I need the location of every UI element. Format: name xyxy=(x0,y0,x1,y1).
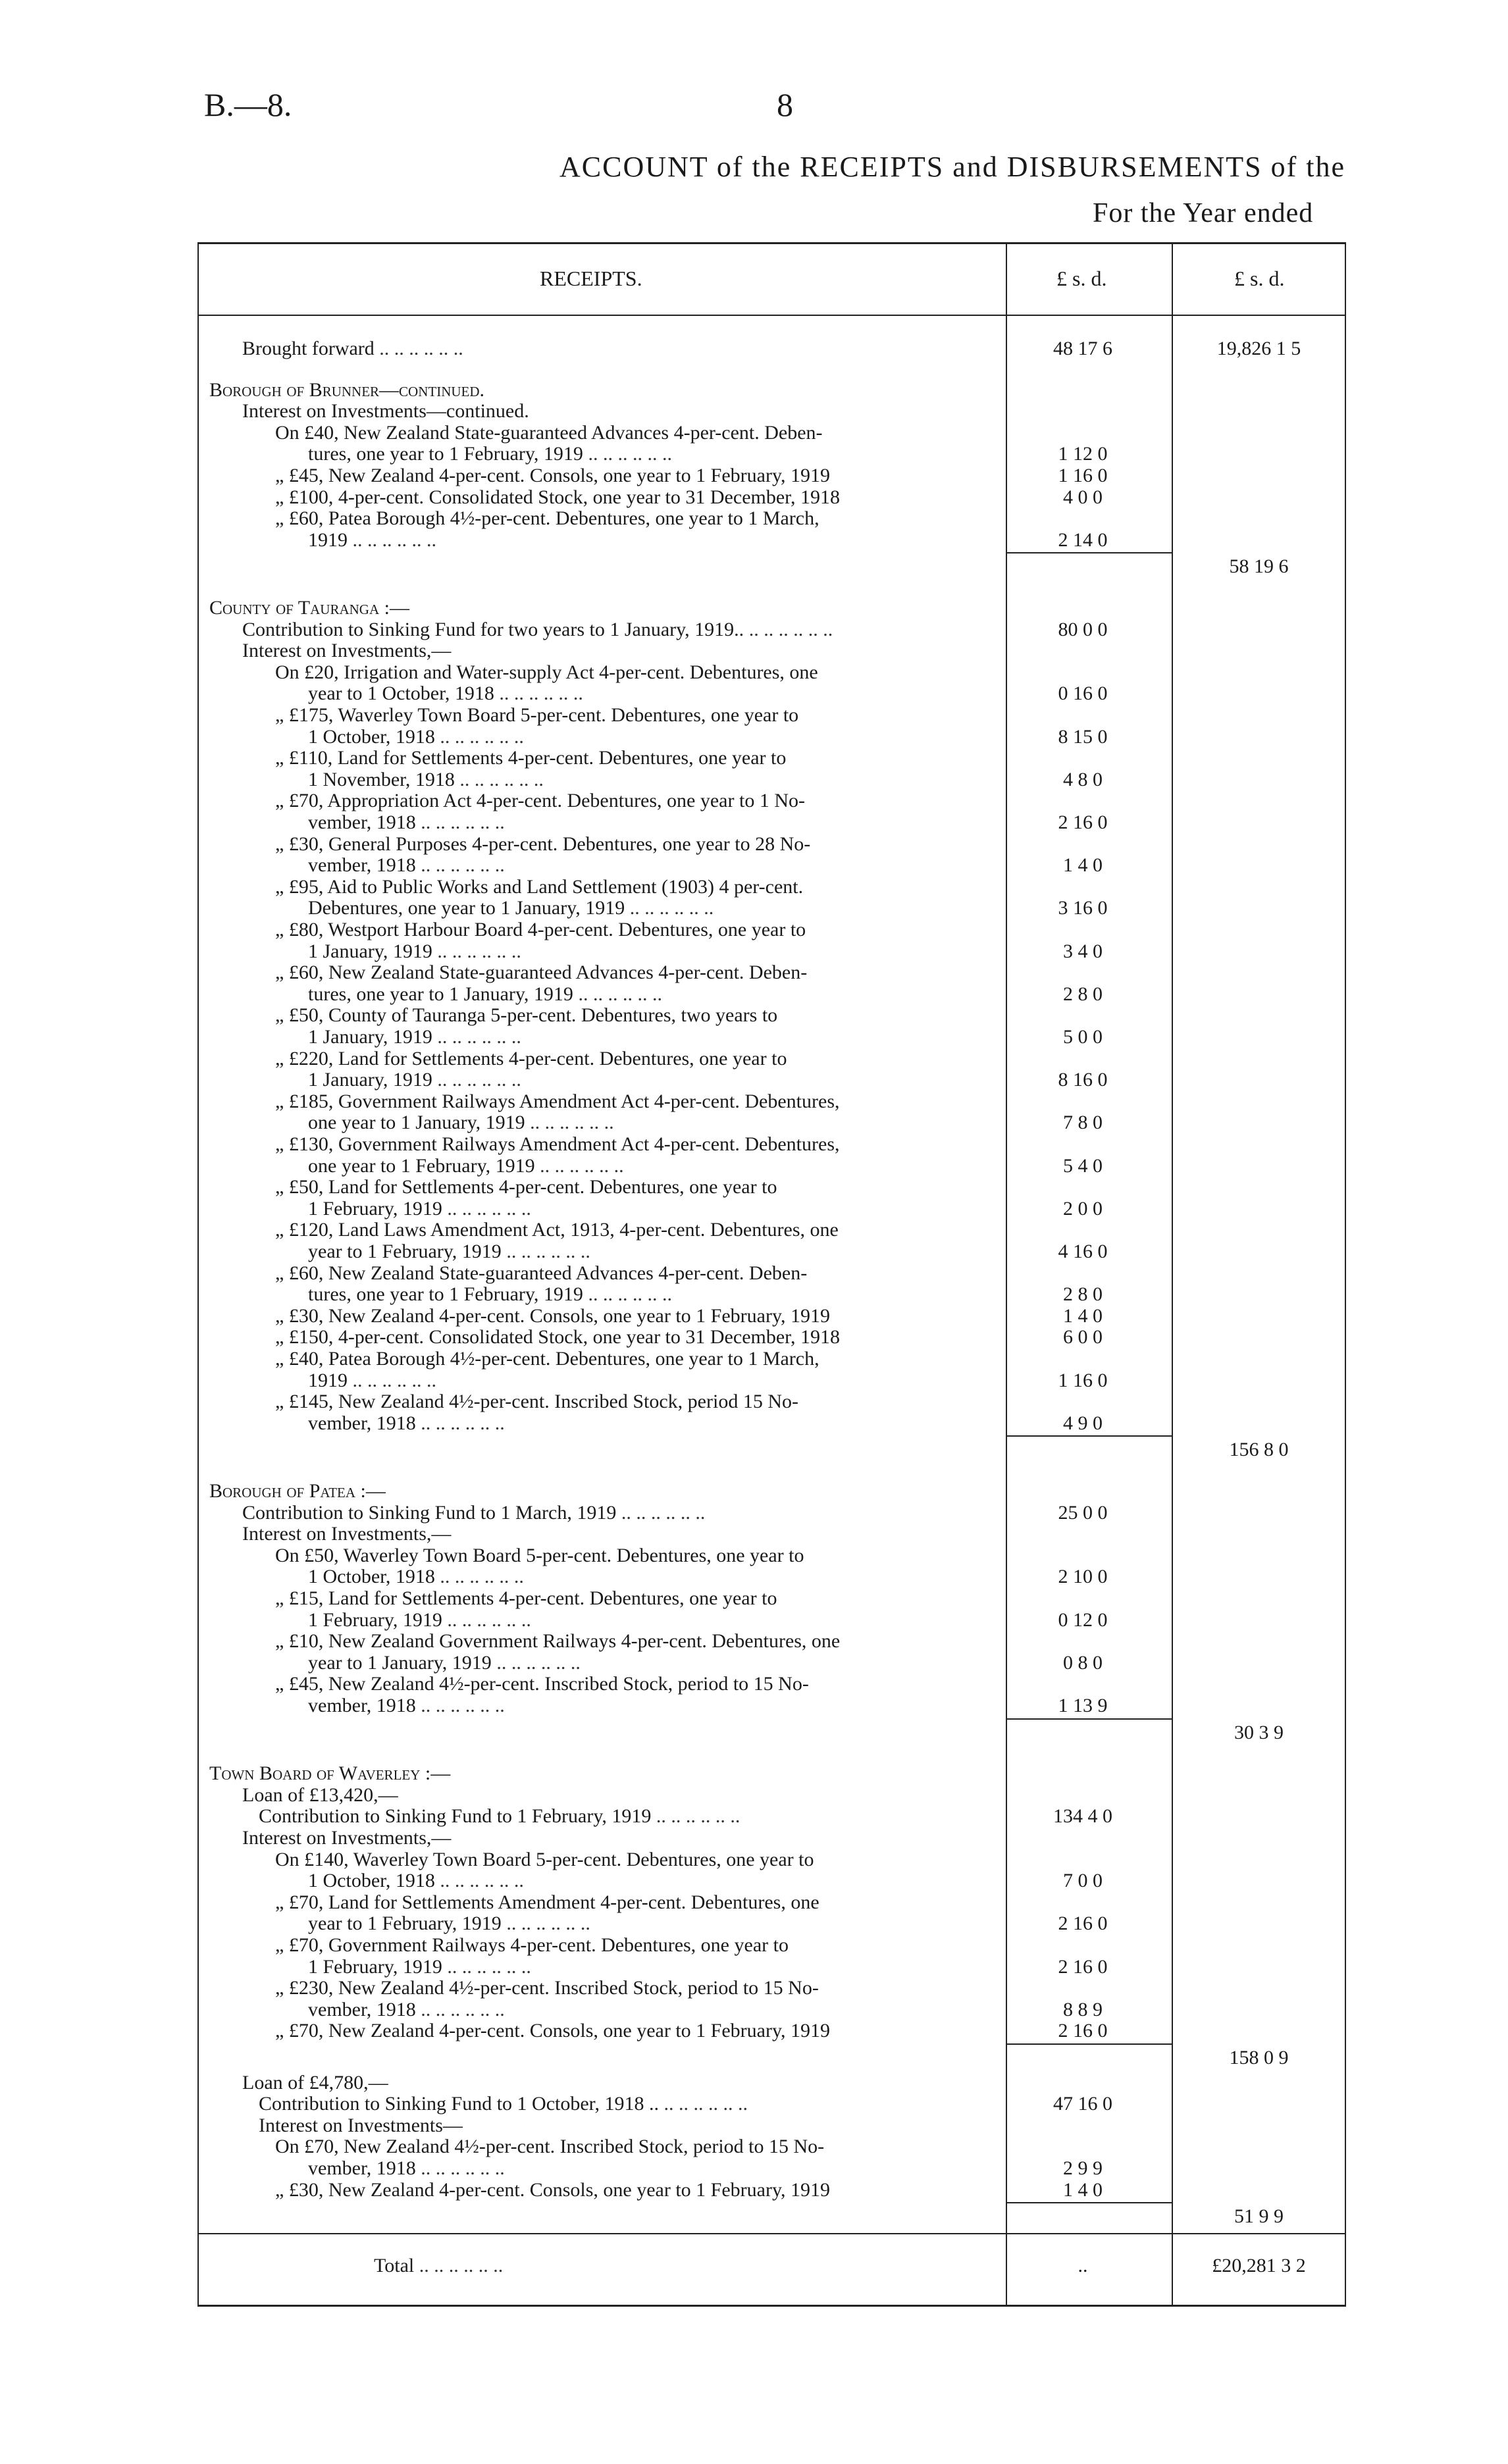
subtotal-rule xyxy=(1007,2043,1173,2045)
row-description: „ £185, Government Railways Amendment Act 4-per-cent. Debentures, xyxy=(275,1090,840,1112)
table-row xyxy=(0,1438,1508,1461)
table-row xyxy=(0,337,1508,360)
row-description: tures, one year to 1 February, 1919 .. xyxy=(308,442,987,465)
table-row xyxy=(0,1240,1508,1263)
table-row xyxy=(0,2178,1508,2201)
row-description: vember, 1918 .. xyxy=(308,854,987,877)
amount-column-1: 2 16 0 xyxy=(1058,1955,1108,1978)
row-description: 1919 .. xyxy=(308,1369,987,1392)
table-row xyxy=(0,507,1508,530)
row-description: vember, 1918 .. xyxy=(308,1694,987,1717)
row-description: On £40, New Zealand State-guaranteed Advances 4-per-cent. Deben- xyxy=(275,421,823,444)
section-heading: County of Tauranga :— xyxy=(209,597,409,619)
row-description: 1 January, 1919 .. xyxy=(308,1025,987,1048)
table-row xyxy=(0,1501,1508,1524)
table-row xyxy=(0,1694,1508,1717)
row-description: „ £70, Government Railways 4-per-cent. Debentures, one year to xyxy=(275,1934,789,1956)
amount-column-1: 3 4 0 xyxy=(1063,940,1103,962)
row-description: „ £50, Land for Settlements 4-per-cent. Debentures, one year to xyxy=(275,1176,777,1198)
row-description: „ £15, Land for Settlements 4-per-cent. Debentures, one year to xyxy=(275,1587,777,1609)
table-row xyxy=(0,421,1508,444)
amount-column-1: 1 12 0 xyxy=(1058,443,1108,465)
table-row xyxy=(0,875,1508,898)
amount-column-1: 4 0 0 xyxy=(1063,486,1103,508)
row-description: one year to 1 January, 1919 .. xyxy=(308,1111,987,1134)
row-description: „ £220, Land for Settlements 4-per-cent. Debentures, one year to xyxy=(275,1047,787,1069)
table-row xyxy=(0,661,1508,684)
table-row xyxy=(0,1630,1508,1653)
row-description: 1 October, 1918 .. xyxy=(308,725,987,748)
row-description: vember, 1918 .. xyxy=(308,1998,987,2021)
table-row xyxy=(0,1762,1508,1785)
amount-column-1: 0 12 0 xyxy=(1058,1608,1108,1631)
table-row xyxy=(0,704,1508,727)
table-row xyxy=(0,442,1508,465)
table-row xyxy=(0,1955,1508,1978)
table-row xyxy=(0,1154,1508,1177)
table-row xyxy=(0,2205,1508,2228)
amount-column-2: 30 3 9 xyxy=(1234,1721,1284,1743)
amount-column-1: 0 8 0 xyxy=(1063,1651,1103,1674)
row-description: „ £60, New Zealand State-guaranteed Advances 4-per-cent. Deben- xyxy=(275,962,808,984)
row-description: „ £100, 4-per-cent. Consolidated Stock, one year to 31 December, 1918 xyxy=(275,486,840,508)
amount-column-2: 19,826 1 5 xyxy=(1216,338,1301,359)
row-description: year to 1 February, 1919 .. xyxy=(308,1240,987,1263)
amount-column-1: 6 0 0 xyxy=(1063,1326,1103,1348)
table-row xyxy=(0,2092,1508,2115)
row-description: „ £70, New Zealand 4-per-cent. Consols, one year to 1 February, 1919 xyxy=(275,2020,831,2042)
amount-column-1: 25 0 0 xyxy=(1058,1501,1108,1524)
table-row xyxy=(0,1479,1508,1502)
row-description: one year to 1 February, 1919 .. xyxy=(308,1154,987,1177)
row-description: Contribution to Sinking Fund for two years to 1 January, 1919.. .. xyxy=(242,618,987,641)
table-row xyxy=(0,1805,1508,1828)
table-row xyxy=(0,555,1508,578)
amount-column-1: 8 16 0 xyxy=(1058,1069,1108,1091)
row-description: Brought forward .. xyxy=(242,337,987,360)
amount-column-1: 1 4 0 xyxy=(1063,1304,1103,1327)
row-description: Interest on Investments— xyxy=(259,2114,463,2136)
table-row xyxy=(0,1976,1508,1999)
amount-column-1: 2 14 0 xyxy=(1058,528,1108,551)
row-description: Loan of £4,780,— xyxy=(242,2071,388,2093)
amount-column-1: 2 16 0 xyxy=(1058,1912,1108,1935)
row-description: „ £30, New Zealand 4-per-cent. Consols, one year to 1 February, 1919 xyxy=(275,1304,831,1327)
table-row xyxy=(0,1522,1508,1545)
row-description: 1 January, 1919 .. xyxy=(308,940,987,963)
row-description: On £140, Waverley Town Board 5-per-cent. Debentures, one year to xyxy=(275,1848,814,1870)
table-row xyxy=(0,811,1508,834)
table-row xyxy=(0,1826,1508,1849)
table-row xyxy=(0,1672,1508,1695)
table-row xyxy=(0,854,1508,877)
table-row xyxy=(0,1283,1508,1306)
row-description: Loan of £13,420,— xyxy=(242,1784,398,1806)
row-description: „ £145, New Zealand 4½-per-cent. Inscribed Stock, period 15 No- xyxy=(275,1391,798,1413)
amount-column-1: .. xyxy=(1078,2254,1088,2276)
row-description: year to 1 October, 1918 .. xyxy=(308,682,987,705)
row-description: year to 1 January, 1919 .. xyxy=(308,1651,987,1674)
row-description: „ £70, Land for Settlements Amendment 4-per-cent. Debentures, one xyxy=(275,1891,819,1913)
table-row xyxy=(0,464,1508,487)
table-row xyxy=(0,1848,1508,1871)
table-row xyxy=(0,1912,1508,1935)
amount-column-1: 1 13 9 xyxy=(1058,1695,1108,1716)
row-description: Contribution to Sinking Fund to 1 February, 1919 .. xyxy=(259,1805,987,1828)
row-description: „ £30, New Zealand 4-per-cent. Consols, one year to 1 February, 1919 xyxy=(275,2178,831,2201)
amount-column-2: 58 19 6 xyxy=(1229,555,1289,578)
amount-column-1: 8 15 0 xyxy=(1058,725,1108,748)
amount-column-1: 5 0 0 xyxy=(1063,1026,1103,1048)
row-description: 1 February, 1919 .. xyxy=(308,1197,987,1220)
row-description: On £70, New Zealand 4½-per-cent. Inscribed Stock, period to 15 No- xyxy=(275,2136,825,2158)
amount-column-1: 2 0 0 xyxy=(1063,1197,1103,1219)
section-heading: Town Board of Waverley :— xyxy=(209,1762,451,1785)
table-row xyxy=(0,1111,1508,1134)
row-description: „ £60, Patea Borough 4½-per-cent. Debentures, one year to 1 March, xyxy=(275,507,819,530)
table-row xyxy=(0,1891,1508,1914)
table-row xyxy=(0,1004,1508,1027)
amount-column-2: 156 8 0 xyxy=(1229,1439,1289,1461)
row-description: Interest on Investments,— xyxy=(242,640,452,662)
table-row xyxy=(0,1651,1508,1674)
row-description: 1 October, 1918 .. xyxy=(308,1869,987,1892)
subtotal-rule xyxy=(1007,1435,1173,1437)
amount-column-1: 1 4 0 xyxy=(1063,2178,1103,2201)
table-row xyxy=(0,1390,1508,1413)
row-description: „ £30, General Purposes 4-per-cent. Debentures, one year to 28 No- xyxy=(275,833,811,855)
table-row xyxy=(0,1544,1508,1567)
table-row xyxy=(0,1784,1508,1807)
row-description: On £50, Waverley Town Board 5-per-cent. Debentures, one year to xyxy=(275,1544,804,1566)
table-row xyxy=(0,983,1508,1006)
row-description: vember, 1918 .. xyxy=(308,2157,987,2180)
subtotal-rule xyxy=(1007,552,1173,553)
table-row xyxy=(0,1869,1508,1892)
table-row xyxy=(0,1721,1508,1744)
table-row xyxy=(0,1325,1508,1348)
receipts-column-header: RECEIPTS. xyxy=(540,267,642,290)
amount-column-1: 2 8 0 xyxy=(1063,983,1103,1005)
amount-column-1: 1 16 0 xyxy=(1058,465,1108,486)
table-row xyxy=(0,1608,1508,1631)
table-row xyxy=(0,2157,1508,2180)
table-row xyxy=(0,1218,1508,1241)
amount-column-2: 51 9 9 xyxy=(1234,2205,1284,2228)
table-row xyxy=(0,1262,1508,1285)
amount-column-1: 8 8 9 xyxy=(1063,1998,1103,2020)
table-row xyxy=(0,399,1508,423)
row-description: 1 October, 1918 .. xyxy=(308,1565,987,1588)
row-description: 1 February, 1919 .. xyxy=(308,1955,987,1978)
table-row xyxy=(0,618,1508,641)
table-row xyxy=(0,940,1508,963)
table-row xyxy=(0,1175,1508,1198)
amount-column-1: 3 16 0 xyxy=(1058,897,1108,919)
amount-column-1: 1 16 0 xyxy=(1058,1369,1108,1391)
section-heading: Borough of Patea :— xyxy=(209,1480,386,1502)
table-row xyxy=(0,1998,1508,2021)
table-row xyxy=(0,2135,1508,2158)
table-row xyxy=(0,2114,1508,2137)
table-row xyxy=(0,725,1508,748)
table-row xyxy=(0,682,1508,705)
table-row xyxy=(0,1025,1508,1048)
row-description: „ £175, Waverley Town Board 5-per-cent. Debentures, one year to xyxy=(275,704,799,726)
table-row xyxy=(0,1197,1508,1220)
row-description: „ £80, Westport Harbour Board 4-per-cent. Debentures, one year to xyxy=(275,919,806,940)
row-description: „ £10, New Zealand Government Railways 4-per-cent. Debentures, one xyxy=(275,1630,841,1653)
table-row xyxy=(0,2046,1508,2069)
amount-column-1: 2 9 9 xyxy=(1063,2157,1103,2179)
amount-column-1: 0 16 0 xyxy=(1058,682,1108,705)
row-description: „ £130, Government Railways Amendment Act 4-per-cent. Debentures, xyxy=(275,1133,840,1155)
table-row xyxy=(0,768,1508,791)
amount-column-header-1: £ s. d. xyxy=(1056,267,1107,290)
table-row xyxy=(0,1587,1508,1610)
subtotal-rule xyxy=(1007,1718,1173,1720)
table-row xyxy=(0,746,1508,769)
table-row xyxy=(0,1090,1508,1113)
row-description: Interest on Investments—continued. xyxy=(242,400,529,423)
amount-column-1: 4 16 0 xyxy=(1058,1241,1108,1262)
amount-column-1: 80 0 0 xyxy=(1058,618,1108,640)
amount-column-1: 4 9 0 xyxy=(1063,1412,1103,1434)
table-row xyxy=(0,2071,1508,2094)
row-description: „ £120, Land Laws Amendment Act, 1913, 4-per-cent. Debentures, one xyxy=(275,1219,839,1241)
table-row xyxy=(0,1133,1508,1156)
table-row xyxy=(0,378,1508,401)
row-description: „ £110, Land for Settlements 4-per-cent. Debentures, one year to xyxy=(275,747,787,769)
table-row xyxy=(0,789,1508,812)
row-description: Interest on Investments,— xyxy=(242,1827,452,1849)
total-rule xyxy=(197,2233,1346,2234)
row-description: year to 1 February, 1919 .. xyxy=(308,1912,987,1935)
amount-column-1: 134 4 0 xyxy=(1053,1805,1112,1828)
row-description: „ £45, New Zealand 4-per-cent. Consols, one year to 1 February, 1919 xyxy=(275,465,831,486)
row-description: „ £70, Appropriation Act 4-per-cent. Debentures, one year to 1 No- xyxy=(275,790,805,812)
row-description: „ £50, County of Tauranga 5-per-cent. Debentures, two years to xyxy=(275,1004,778,1027)
subtotal-rule xyxy=(1007,2202,1173,2203)
table-row xyxy=(0,918,1508,941)
row-description: Debentures, one year to 1 January, 1919 .. xyxy=(308,896,987,919)
row-description: „ £230, New Zealand 4½-per-cent. Inscribed Stock, period to 15 No- xyxy=(275,1977,819,1999)
table-row xyxy=(0,1068,1508,1091)
amount-column-1: 7 0 0 xyxy=(1063,1870,1103,1892)
page-number: 8 xyxy=(777,86,793,123)
row-description: „ £60, New Zealand State-guaranteed Advances 4-per-cent. Deben- xyxy=(275,1262,808,1284)
row-description: Contribution to Sinking Fund to 1 October, 1918 .. .. xyxy=(259,2092,987,2115)
page-reference: B.—8. xyxy=(204,86,292,123)
amount-column-1: 2 10 0 xyxy=(1058,1566,1108,1588)
row-description: 1919 .. xyxy=(308,528,987,552)
table-row xyxy=(0,486,1508,509)
row-description: On £20, Irrigation and Water-supply Act 4-per-cent. Debentures, one xyxy=(275,661,818,683)
row-description: Contribution to Sinking Fund to 1 March, 1919 .. xyxy=(242,1501,987,1524)
table-row xyxy=(0,528,1508,552)
row-description: vember, 1918 .. xyxy=(308,811,987,834)
table-row xyxy=(0,1047,1508,1070)
amount-column-1: 2 8 0 xyxy=(1063,1283,1103,1306)
row-description: „ £150, 4-per-cent. Consolidated Stock, one year to 31 December, 1918 xyxy=(275,1326,840,1348)
table-row xyxy=(0,896,1508,919)
row-description: Interest on Investments,— xyxy=(242,1523,452,1545)
amount-column-1: 5 4 0 xyxy=(1063,1154,1103,1177)
amount-column-1: 1 4 0 xyxy=(1063,854,1103,877)
amount-column-1: 2 16 0 xyxy=(1058,811,1108,833)
account-title: ACCOUNT of the RECEIPTS and DISBURSEMENTS of the xyxy=(559,151,1345,183)
amount-column-1: 7 8 0 xyxy=(1063,1112,1103,1134)
amount-column-2: 158 0 9 xyxy=(1229,2047,1289,2068)
table-row xyxy=(0,1304,1508,1327)
row-description: 1 February, 1919 .. xyxy=(308,1608,987,1631)
amount-column-2: £20,281 3 2 xyxy=(1212,2254,1306,2276)
row-description: „ £95, Aid to Public Works and Land Settlement (1903) 4 per-cent. xyxy=(275,875,804,898)
table-row xyxy=(0,1934,1508,1957)
amount-column-1: 48 17 6 xyxy=(1053,338,1112,359)
amount-column-1: 4 8 0 xyxy=(1063,768,1103,790)
table-row xyxy=(0,1412,1508,1435)
row-description: 1 January, 1919 .. xyxy=(308,1068,987,1091)
table-row xyxy=(0,639,1508,662)
table-row xyxy=(0,2254,1508,2277)
section-heading: Borough of Brunner—continued. xyxy=(209,378,485,401)
row-description: „ £40, Patea Borough 4½-per-cent. Debentures, one year to 1 March, xyxy=(275,1348,819,1370)
row-description: vember, 1918 .. xyxy=(308,1412,987,1435)
table-row xyxy=(0,833,1508,856)
amount-column-1: 2 16 0 xyxy=(1058,2020,1108,2042)
table-row xyxy=(0,596,1508,619)
row-description: Total .. xyxy=(374,2254,987,2277)
row-description: 1 November, 1918 .. xyxy=(308,768,987,791)
amount-column-header-2: £ s. d. xyxy=(1234,267,1285,290)
table-row xyxy=(0,961,1508,984)
row-description: tures, one year to 1 January, 1919 .. xyxy=(308,983,987,1006)
table-row xyxy=(0,1369,1508,1392)
table-row xyxy=(0,1347,1508,1370)
row-description: „ £45, New Zealand 4½-per-cent. Inscribed Stock, period to 15 No- xyxy=(275,1673,809,1695)
account-subtitle: For the Year ended xyxy=(1093,198,1314,228)
row-description: tures, one year to 1 February, 1919 .. xyxy=(308,1283,987,1306)
table-row xyxy=(0,1565,1508,1588)
amount-column-1: 47 16 0 xyxy=(1053,2093,1112,2115)
table-row xyxy=(0,2019,1508,2042)
